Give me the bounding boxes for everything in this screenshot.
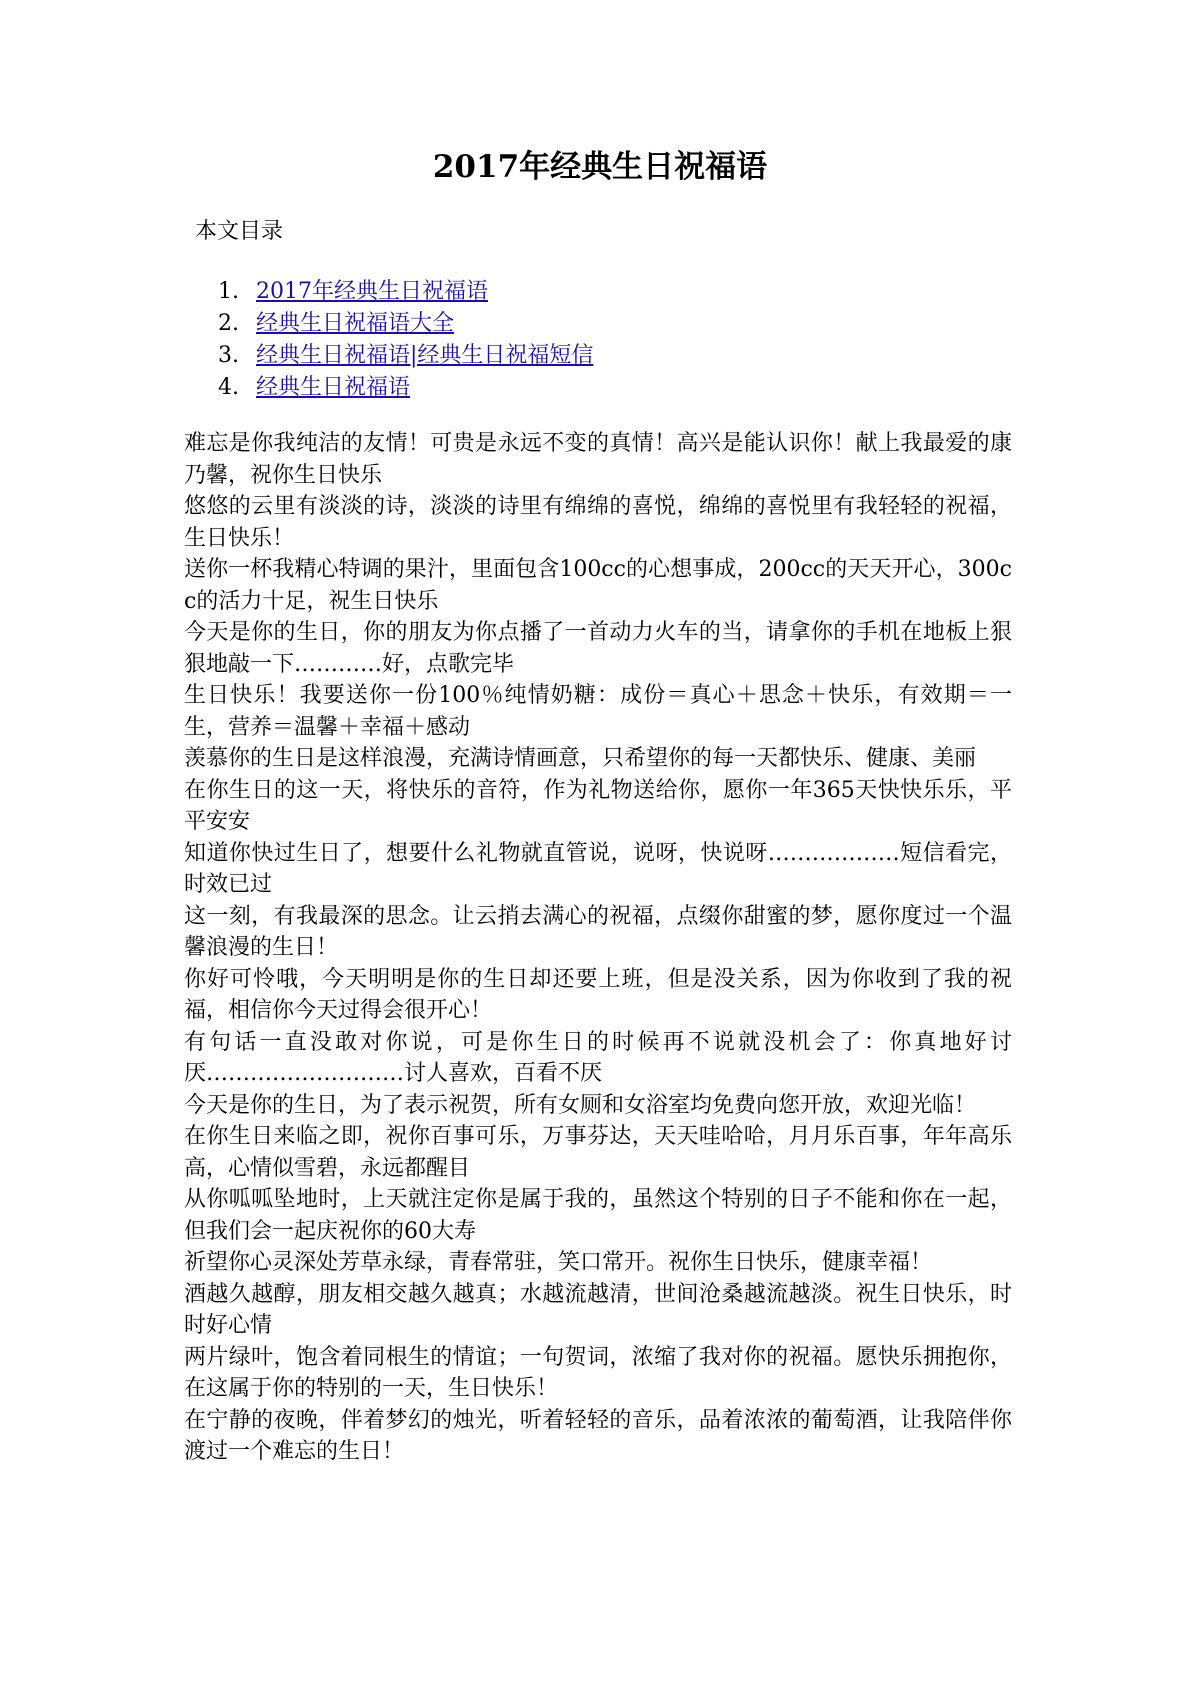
paragraph: 羡慕你的生日是这样浪漫，充满诗情画意，只希望你的每一天都快乐、健康、美丽	[184, 746, 977, 771]
paragraph: 在你生日的这一天，将快乐的音符，作为礼物送给你，愿你一年365天快快乐乐，平平安安	[184, 777, 1012, 834]
paragraph: 在宁静的夜晚，伴着梦幻的烛光，听着轻轻的音乐，品着浓浓的葡萄酒，让我陪伴你渡过一个难忘的生日！	[184, 1407, 1012, 1464]
paragraph: 悠悠的云里有淡淡的诗，淡淡的诗里有绵绵的喜悦，绵绵的喜悦里有我轻轻的祝福，生日快乐！	[184, 494, 1012, 551]
table-of-contents	[218, 276, 593, 404]
paragraph: 有句话一直没敢对你说，可是你生日的时候再不说就没机会了：你真地好讨厌………………………讨人喜欢，百看不厌	[184, 1029, 1012, 1086]
paragraph: 从你呱呱坠地时，上天就注定你是属于我的，虽然这个特别的日子不能和你在一起，但我们会一起庆祝你的60大寿	[184, 1187, 1012, 1244]
paragraph: 今天是你的生日，你的朋友为你点播了一首动力火车的当，请拿你的手机在地板上狠狠地敲一下…………好，点歌完毕	[184, 620, 1012, 677]
toc-item	[218, 308, 593, 340]
toc-link-3[interactable]: 经典生日祝福语|经典生日祝福短信	[256, 343, 594, 368]
paragraph: 今天是你的生日，为了表示祝贺，所有女厕和女浴室均免费向您开放，欢迎光临！	[184, 1092, 977, 1118]
paragraph: 你好可怜哦，今天明明是你的生日却还要上班，但是没关系，因为你收到了我的祝福，相信你今天过得会很开心！	[184, 966, 1012, 1023]
toc-item	[218, 340, 593, 372]
paragraph: 祈望你心灵深处芳草永绿，青春常驻，笑口常开。祝你生日快乐，健康幸福！	[184, 1250, 933, 1275]
paragraph: 酒越久越醇，朋友相交越久越真；水越流越清，世间沧桑越流越淡。祝生日快乐，时时好心情	[184, 1281, 1012, 1338]
toc-item-number: 2.	[218, 311, 239, 336]
paragraph: 这一刻，有我最深的思念。让云捎去满心的祝福，点缀你甜蜜的梦，愿你度过一个温馨浪漫的生日！	[184, 903, 1012, 960]
paragraph: 知道你快过生日了，想要什么礼物就直管说，说呀，快说呀………………短信看完，时效已过	[184, 840, 1012, 897]
paragraph: 生日快乐！我要送你一份100％纯情奶糖：成份＝真心＋思念＋快乐，有效期＝一生，营养＝温馨＋幸福＋感动	[184, 683, 1012, 740]
toc-item-number: 1.	[218, 279, 239, 304]
toc-link-2[interactable]: 经典生日祝福语大全	[256, 311, 455, 336]
toc-heading: 本文目录	[195, 219, 284, 244]
paragraph: 难忘是你我纯洁的友情！可贵是永远不变的真情！高兴是能认识你！献上我最爱的康乃馨，祝你生日快乐	[184, 431, 1012, 488]
body-text	[184, 428, 1012, 1468]
toc-item-number: 3.	[218, 343, 239, 368]
toc-item-number: 4.	[218, 375, 239, 400]
page-title: 2017年经典生日祝福语	[432, 149, 768, 185]
toc-link-4[interactable]: 经典生日祝福语	[256, 375, 411, 400]
toc-link-1[interactable]: 2017年经典生日祝福语	[256, 279, 488, 304]
paragraph: 送你一杯我精心特调的果汁，里面包含100cc的心想事成，200cc的天天开心，300cc的活力十足，祝生日快乐	[184, 557, 1012, 614]
toc-item	[218, 372, 593, 404]
toc-item	[218, 276, 593, 308]
paragraph: 在你生日来临之即，祝你百事可乐，万事芬达，天天哇哈哈，月月乐百事，年年高乐高，心情似雪碧，永远都醒目	[184, 1124, 1012, 1181]
paragraph: 两片绿叶，饱含着同根生的情谊；一句贺词，浓缩了我对你的祝福。愿快乐拥抱你，在这属于你的特别的一天，生日快乐！	[184, 1344, 1012, 1401]
